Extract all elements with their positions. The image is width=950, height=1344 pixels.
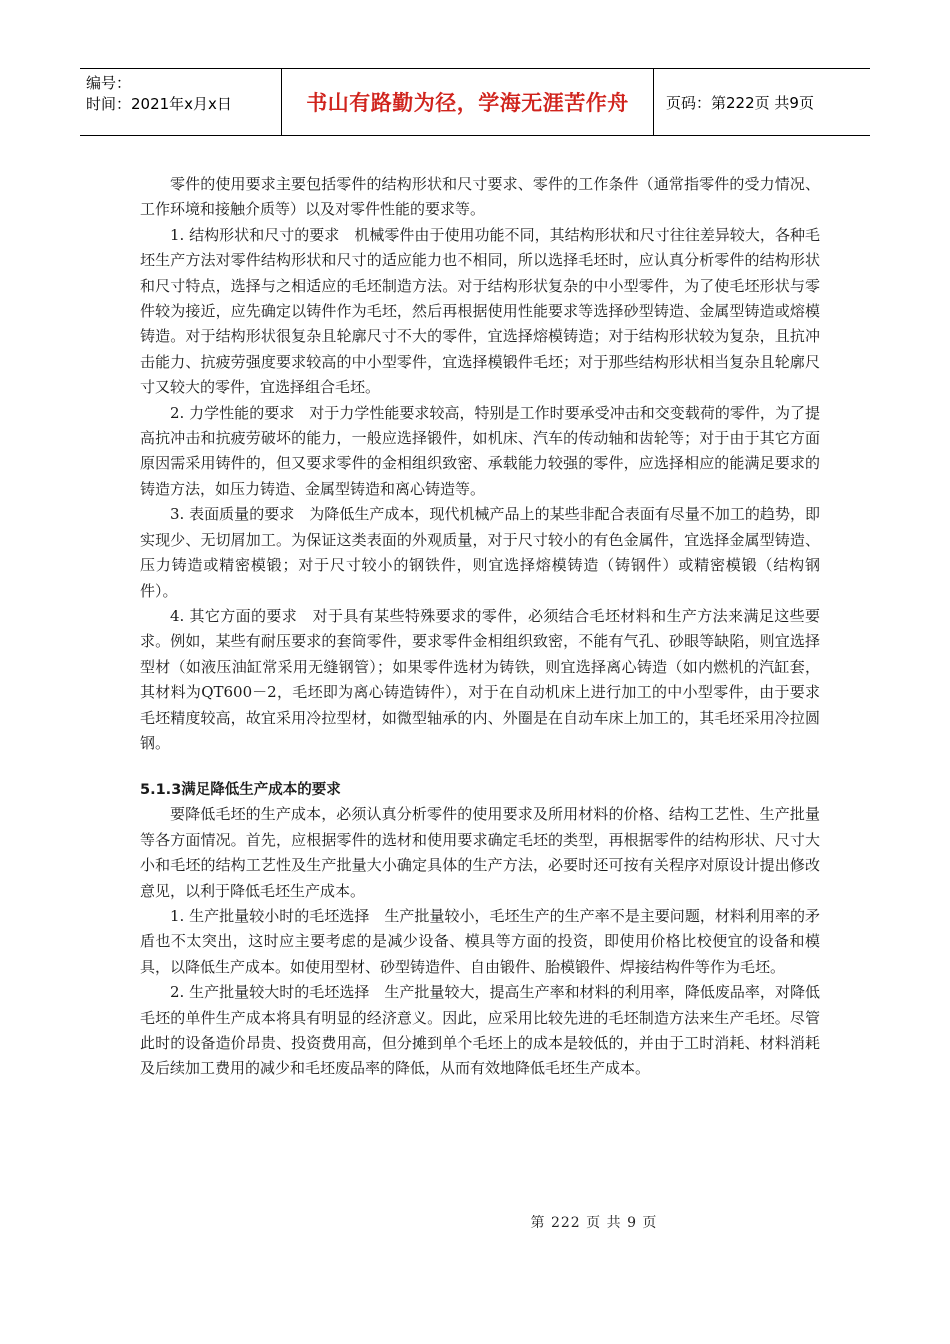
paragraph: 要降低毛坯的生产成本，必须认真分析零件的使用要求及所用材料的价格、结构工艺性、生产批量等各方面情况。首先，应根据零件的选材和使用要求确定毛坯的类型，再根据零件的结构形状、尺寸大小和毛坯的结构工艺性及生产批量大小确定具体的生产方法，必要时还可按有关程序对原设计提出修改意见，以利于降低毛坯生产成本。 (140, 805, 820, 900)
section-heading: 5.1.3满足降低生产成本的要求 (140, 782, 341, 799)
paragraph: 3. 表面质量的要求 为降低生产成本，现代机械产品上的某些非配合表面有尽量不加工的趋势，即实现少、无切屑加工。为保证这类表面的外观质量，对于尺寸较小的有色金属件，宜选择金属型铸造、压力铸造或精密模锻；对于尺寸较小的钢铁件，则宜选择熔模铸造（铸钢件）或精密模锻（结构钢件）。 (140, 505, 820, 600)
header-time-label: 时间：2021年x月x日 (86, 95, 232, 113)
page-footer: 第 222 页 共 9 页 (530, 1215, 658, 1231)
header-page-label: 页码：第222页 共9页 (666, 93, 814, 112)
header-meta (80, 69, 282, 135)
header-code-label: 编号： (86, 74, 132, 92)
paragraph: 1. 生产批量较小时的毛坯选择 生产批量较小，毛坯生产的生产率不是主要问题，材料利用率的矛盾也不太突出，这时应主要考虑的是减少设备、模具等方面的投资，即使用价格比校便宜的设备和模具，以降低生产成本。如使用型材、砂型铸造件、自由锻件、胎模锻件、焊接结构件等作为毛坯。 (140, 906, 820, 976)
paragraph: 2. 生产批量较大时的毛坯选择 生产批量较大，提高生产率和材料的利用率，降低废品率，对降低毛坯的单件生产成本将具有明显的经济意义。因此，应采用比较先进的毛坯制造方法来生产毛坯。尽管此时的设备造价昂贵、投资费用高，但分摊到单个毛坯上的成本是较低的，并由于工时消耗、材料消耗及后续加工费用的减少和毛坯废品率的降低，从而有效地降低毛坯生产成本。 (140, 983, 820, 1078)
paragraph: 零件的使用要求主要包括零件的结构形状和尺寸要求、零件的工作条件（通常指零件的受力情况、工作环境和接触介质等）以及对零件性能的要求等。 (140, 175, 820, 219)
paragraph: 1. 结构形状和尺寸的要求 机械零件由于使用功能不同，其结构形状和尺寸往往差异较大，各种毛坯生产方法对零件结构形状和尺寸的适应能力也不相同，所以选择毛坯时，应认真分析零件的结构形状和尺寸特点，选择与之相适应的毛坯制造方法。对于结构形状复杂的中小型零件，为了使毛坯形状与零件较为接近，应先确定以铸件作为毛坯，然后再根据使用性能要求等选择砂型铸造、金属型铸造或熔模铸造。对于结构形状很复杂且轮廓尺寸不大的零件，宜选择熔模铸造；对于结构形状较为复杂，且抗冲击能力、抗疲劳强度要求较高的中小型零件，宜选择模锻件毛坯；对于那些结构形状相当复杂且轮廓尺寸又较大的零件，宜选择组合毛坯。 (140, 225, 820, 397)
document-body (140, 172, 820, 1082)
paragraph: 4. 其它方面的要求 对于具有某些特殊要求的零件，必须结合毛坯材料和生产方法来满足这些要求。例如，某些有耐压要求的套筒零件，要求零件金相组织致密，不能有气孔、砂眼等缺陷，则宜选择型材（如液压油缸常采用无缝钢管）；如果零件选材为铸铁，则宜选择离心铸造（如内燃机的汽缸套，其材料为QT600－2，毛坯即为离心铸造铸件），对于在自动机床上进行加工的中小型零件，由于要求毛坯精度较高，故宜采用冷拉型材，如微型轴承的内、外圈是在自动车床上加工的，其毛坯采用冷拉圆钢。 (140, 606, 820, 752)
header-motto: 书山有路勤为径，学海无涯苦作舟 (282, 69, 654, 135)
page-header (80, 68, 870, 136)
paragraph: 2. 力学性能的要求 对于力学性能要求较高，特别是工作时要承受冲击和交变载荷的零件，为了提高抗冲击和抗疲劳破坏的能力，一般应选择锻件，如机床、汽车的传动轴和齿轮等；对于由于其它方面原因需采用铸件的，但又要求零件的金相组织致密、承载能力较强的零件，应选择相应的能满足要求的铸造方法，如压力铸造、金属型铸造和离心铸造等。 (140, 403, 820, 498)
